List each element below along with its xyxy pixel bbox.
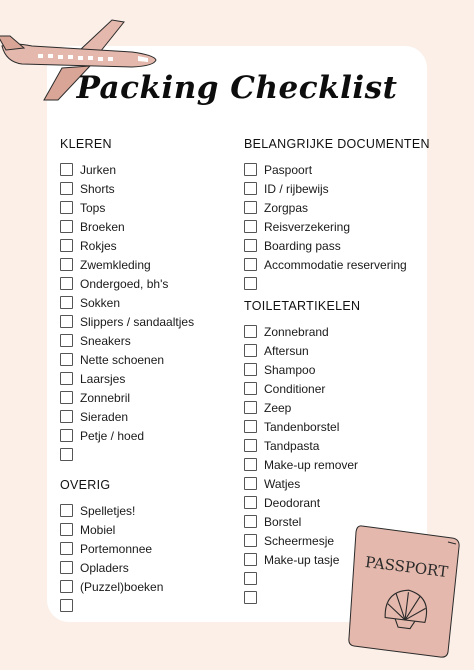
checklist-item-label: Scheermesje [264,533,335,548]
passport-icon [348,520,466,660]
checklist-item[interactable] [60,445,194,464]
checklist-item-label: Shorts [80,181,115,196]
section-title: TOILETARTIKELEN [244,299,361,313]
checklist-item[interactable] [60,179,194,198]
checkbox-icon[interactable] [244,382,257,395]
checklist-item-label: Deodorant [264,495,321,510]
checkbox-icon[interactable] [244,220,257,233]
checklist-item-label: Tandenborstel [264,419,340,434]
checkbox-icon[interactable] [60,334,73,347]
checklist-item-label: Sokken [80,295,121,310]
checklist-item-label: Laarsjes [80,371,126,386]
checkbox-icon[interactable] [244,163,257,176]
checklist-item[interactable] [244,217,430,236]
checklist-item[interactable] [60,236,194,255]
checklist-item-label: Spelletjes! [80,503,136,518]
checklist-item[interactable] [60,596,163,615]
checkbox-icon[interactable] [244,363,257,376]
section-overig [60,478,163,615]
checklist-item[interactable] [244,179,430,198]
checkbox-icon[interactable] [60,353,73,366]
checkbox-icon[interactable] [244,496,257,509]
checkbox-icon[interactable] [60,163,73,176]
checklist-item[interactable] [244,398,360,417]
checklist-item[interactable] [60,369,194,388]
checklist-item[interactable] [244,274,430,293]
checklist [60,160,194,464]
checkbox-icon[interactable] [244,439,257,452]
checkbox-icon[interactable] [60,542,73,555]
checklist-item-label: Tops [80,200,106,215]
checkbox-icon[interactable] [244,534,257,547]
checklist-item-label: Make-up remover [264,457,359,472]
checklist-item-label: Petje / hoed [80,428,145,443]
checklist-item[interactable] [244,455,360,474]
checklist-item-label: ID / rijbewijs [264,181,329,196]
checkbox-icon[interactable] [244,515,257,528]
checklist-item[interactable] [60,577,163,596]
checklist-item-label: Paspoort [264,162,313,177]
checklist-item[interactable] [244,198,430,217]
checklist-item[interactable] [60,293,194,312]
checklist-item-label: Sieraden [80,409,129,424]
checklist-item[interactable] [60,255,194,274]
checkbox-icon[interactable] [244,258,257,271]
checklist-item-label: Jurken [80,162,117,177]
checklist-item[interactable] [244,588,360,607]
checklist [244,160,430,293]
checklist-item-label: Tandpasta [264,438,320,453]
page-title: Packing Checklist [76,70,398,106]
checklist-item-label: Zwemkleding [80,257,151,272]
checkbox-icon[interactable] [60,429,73,442]
checklist-item[interactable] [244,493,360,512]
checklist-item[interactable] [244,322,360,341]
checklist-item[interactable] [244,417,360,436]
checkbox-icon[interactable] [244,182,257,195]
section-title: BELANGRIJKE DOCUMENTEN [244,137,430,151]
checklist-item-label: Reisverzekering [264,219,351,234]
checklist-item-label: Zeep [264,400,292,415]
checkbox-icon[interactable] [60,448,73,461]
checklist-item-label: Borstel [264,514,302,529]
checklist-item-label: Ondergoed, bh's [80,276,169,291]
checkbox-icon[interactable] [244,572,257,585]
checklist-item[interactable] [244,569,360,588]
checklist-item[interactable] [244,255,430,274]
checklist-item[interactable] [244,360,360,379]
checklist-item[interactable] [60,217,194,236]
checkbox-icon[interactable] [60,410,73,423]
checkbox-icon[interactable] [60,258,73,271]
checklist-item[interactable] [60,501,163,520]
checklist-item[interactable] [244,531,360,550]
checklist-item[interactable] [60,312,194,331]
passport-label: PASSPORT [364,553,450,582]
checkbox-icon[interactable] [60,372,73,385]
checkbox-icon[interactable] [244,477,257,490]
checklist-item[interactable] [244,379,360,398]
checklist-item-label: Slippers / sandaaltjes [80,314,195,329]
checklist-item[interactable] [60,198,194,217]
checklist-item-label: Make-up tasje [264,552,340,567]
checklist-item[interactable] [244,160,430,179]
checklist-item[interactable] [60,160,194,179]
section-toiletartikelen [244,299,360,607]
checklist-item-label: Aftersun [264,343,309,358]
checklist-item[interactable] [244,512,360,531]
checklist-item-label: (Puzzel)boeken [80,579,164,594]
checklist-item[interactable] [60,426,194,445]
checkbox-icon[interactable] [60,277,73,290]
checklist-item[interactable] [244,436,360,455]
checkbox-icon[interactable] [244,325,257,338]
checkbox-icon[interactable] [60,296,73,309]
checkbox-icon[interactable] [60,239,73,252]
checklist-item[interactable] [244,236,430,255]
checklist-item-label: Sneakers [80,333,131,348]
checkbox-icon[interactable] [244,401,257,414]
checklist-item-label: Conditioner [264,381,326,396]
checklist-item-label: Zonnebrand [264,324,329,339]
checklist-item[interactable] [60,331,194,350]
checkbox-icon[interactable] [244,239,257,252]
checklist-item[interactable] [60,539,163,558]
checklist-item[interactable] [244,341,360,360]
checkbox-icon[interactable] [60,580,73,593]
checkbox-icon[interactable] [244,553,257,566]
checklist-item[interactable] [60,520,163,539]
checklist-item[interactable] [244,474,360,493]
section-title: KLEREN [60,137,112,151]
checkbox-icon[interactable] [60,599,73,612]
checklist-item-label: Opladers [80,560,129,575]
checkbox-icon[interactable] [60,220,73,233]
checklist-item-label: Boarding pass [264,238,341,253]
checklist-item-label: Broeken [80,219,125,234]
checkbox-icon[interactable] [60,201,73,214]
checklist-item-label: Watjes [264,476,301,491]
checkbox-icon[interactable] [60,561,73,574]
checklist-item[interactable] [60,274,194,293]
checklist-item-label: Zonnebril [80,390,131,405]
checkbox-icon[interactable] [244,420,257,433]
checklist-item[interactable] [60,407,194,426]
checkbox-icon[interactable] [60,182,73,195]
checklist-item-label: Mobiel [80,522,116,537]
checklist-item-label: Portemonnee [80,541,153,556]
checkbox-icon[interactable] [60,523,73,536]
checkbox-icon[interactable] [60,504,73,517]
checklist-item-label: Accommodatie reservering [264,257,407,272]
checklist-item[interactable] [60,350,194,369]
checkbox-icon[interactable] [60,315,73,328]
checkbox-icon[interactable] [244,591,257,604]
checklist [60,501,163,615]
section-kleren [60,137,194,464]
section-documenten [244,137,430,293]
checklist-item-label: Nette schoenen [80,352,165,367]
checkbox-icon[interactable] [244,458,257,471]
checklist-item[interactable] [60,558,163,577]
checkbox-icon[interactable] [60,391,73,404]
checklist-item-label: Rokjes [80,238,117,253]
checklist-item-label: Shampoo [264,362,316,377]
checkbox-icon[interactable] [244,201,257,214]
checklist [244,322,360,607]
section-title: OVERIG [60,478,111,492]
checkbox-icon[interactable] [244,344,257,357]
checklist-item[interactable] [60,388,194,407]
checkbox-icon[interactable] [244,277,257,290]
checklist-item-label: Zorgpas [264,200,309,215]
checklist-item[interactable] [244,550,360,569]
